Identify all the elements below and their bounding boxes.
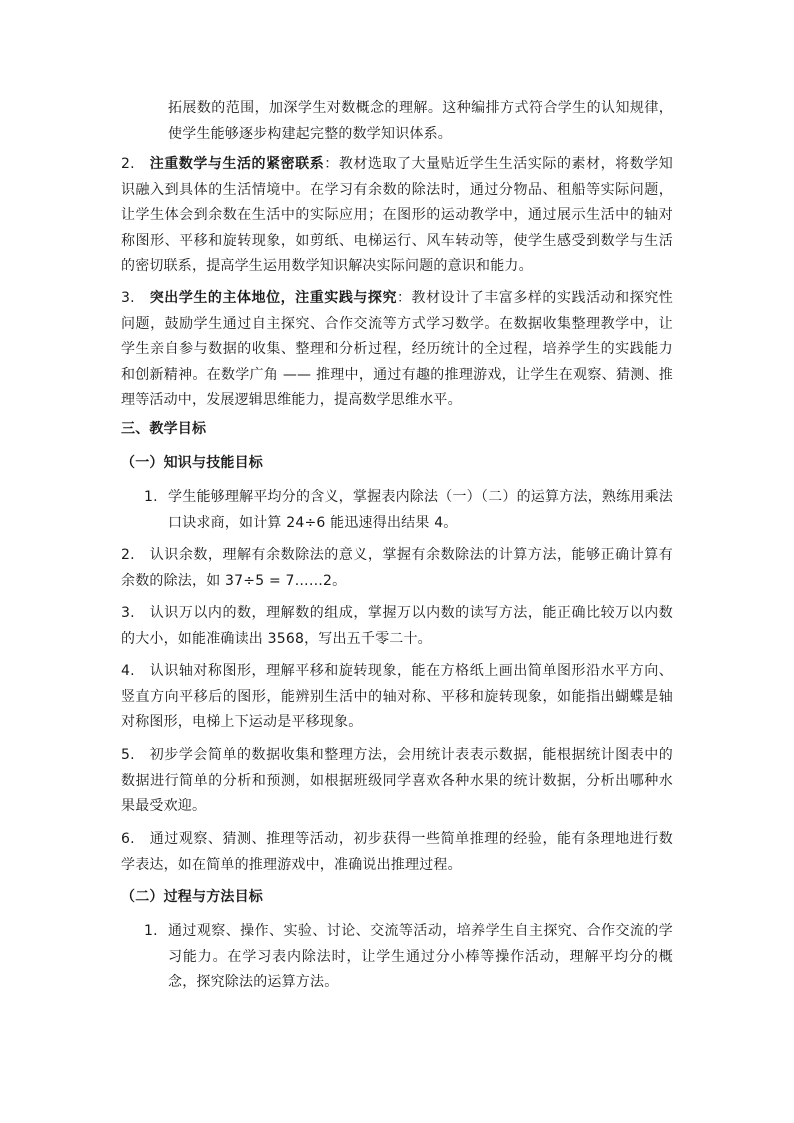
goal-item-1 (144, 485, 673, 536)
item-bold-title: 注重数学与生活的紧密联系 (149, 156, 325, 172)
goal-item-3 (121, 601, 673, 652)
process-goal-item-1 (144, 919, 673, 996)
continuation-paragraph (168, 96, 673, 147)
item-text: 认识万以内的数，理解数的组成，掌握万以内数的读写方法，能正确比较万以内数的大小，如能准确读出 3568，写出五千零二十。 (121, 605, 673, 647)
goal-item-4 (121, 659, 673, 736)
goal-item-5 (121, 743, 673, 820)
item-number: 4. (121, 663, 135, 679)
item-number: 5. (121, 747, 135, 763)
feature-item-2 (121, 152, 673, 280)
item-text: 学生能够理解平均分的含义，掌握表内除法（一）（二）的运算方法，熟练用乘法口诀求商，如计算 24÷6 能迅速得出结果 4。 (168, 489, 673, 531)
feature-item-3 (121, 286, 673, 414)
item-text: 认识轴对称图形，理解平移和旋转现象，能在方格纸上画出简单图形沿水平方向、竖直方向平移后的图形，能辨别生活中的轴对称、平移和旋转现象，如能指出蝴蝶是轴对称图形，电梯上下运动是平移现象。 (121, 663, 673, 730)
item-text: 通过观察、操作、实验、讨论、交流等活动，培养学生自主探究、合作交流的学习能力。在学习表内除法时，让学生通过分小棒等操作活动，理解平均分的概念，探究除法的运算方法。 (168, 923, 673, 990)
goal-item-6 (121, 827, 673, 878)
item-text: ：教材设计了丰富多样的实践活动和探究性问题，鼓励学生通过自主探究、合作交流等方式学习数学。在数据收集整理教学中，让学生亲自参与数据的收集、整理和分析过程，经历统计的全过程，培养学生的实践能力和创新精神。在数学广角 —— 推理中，通过有趣的推理游戏，让学生在观察、猜测、推理等活动中，发展逻辑思维能力，提高数学思维水平。 (121, 290, 673, 408)
item-number: 2. (121, 156, 135, 172)
item-text: ：教材选取了大量贴近学生生活实际的素材，将数学知识融入到具体的生活情境中。在学习有余数的除法时，通过分物品、租船等实际问题，让学生体会到余数在生活中的实际应用；在图形的运动教学中，通过展示生活中的轴对称图形、平移和旋转现象，如剪纸、电梯运行、风车转动等，使学生感受到数学与生活的密切联系，提高学生运用数学知识解决实际问题的意识和能力。 (121, 156, 673, 274)
item-text: 认识余数，理解有余数除法的意义，掌握有余数除法的计算方法，能够正确计算有余数的除法，如 37÷5 = 7……2。 (121, 547, 673, 589)
item-number: 3. (121, 605, 135, 621)
item-number: 1. (144, 489, 158, 505)
item-number: 1. (144, 923, 158, 939)
section-heading-teaching-goals: 三、教学目标 (121, 421, 207, 437)
subsection-heading-knowledge: （一）知识与技能目标 (121, 455, 263, 471)
paragraph-text: 拓展数的范围，加深学生对数概念的理解。这种编排方式符合学生的认知规律，使学生能够逐步构建起完整的数学知识体系。 (168, 100, 673, 142)
subsection-heading-process: （二）过程与方法目标 (121, 889, 263, 905)
item-bold-title: 突出学生的主体地位，注重实践与探究 (149, 290, 397, 306)
item-number: 2. (121, 547, 135, 563)
item-number: 3. (121, 290, 135, 306)
item-text: 初步学会简单的数据收集和整理方法，会用统计表表示数据，能根据统计图表中的数据进行简单的分析和预测，如根据班级同学喜欢各种水果的统计数据，分析出哪种水果最受欢迎。 (121, 747, 673, 814)
item-number: 6. (121, 831, 135, 847)
item-text: 通过观察、猜测、推理等活动，初步获得一些简单推理的经验，能有条理地进行数学表达，如在简单的推理游戏中，准确说出推理过程。 (121, 831, 673, 873)
goal-item-2 (121, 543, 673, 594)
